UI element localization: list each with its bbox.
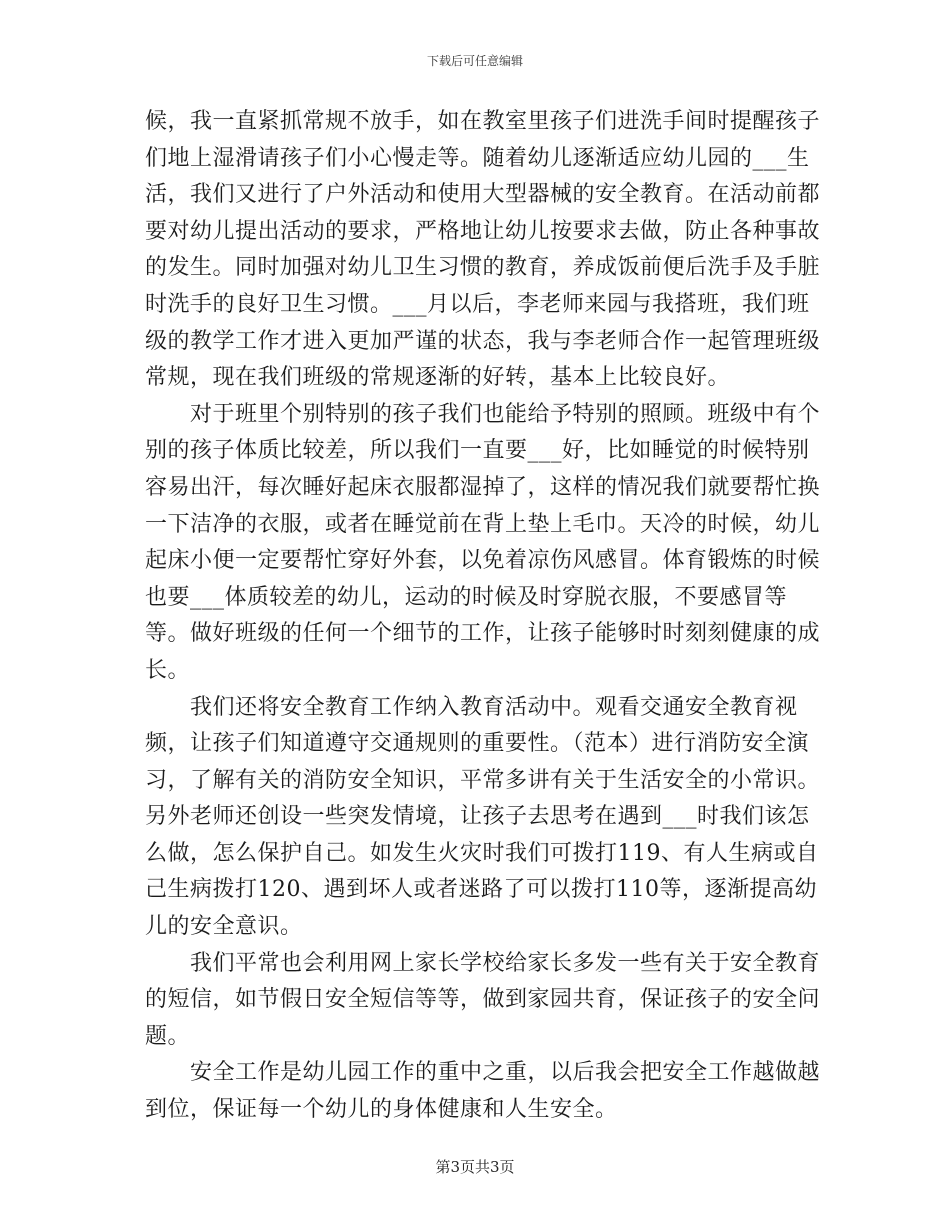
page-header-note: 下载后可任意编辑 xyxy=(426,54,523,68)
paragraph-4: 我们平常也会利用网上家长学校给家长多发一些有关于安全教育的短信，如节假日安全短信等等，做到家园共育，保证孩子的安全问题。 xyxy=(145,950,821,1049)
paragraph-1: 候，我一直紧抓常规不放手，如在教室里孩子们进洗手间时提醒孩子们地上湿滑请孩子们小心慢走等。随着幼儿逐渐适应幼儿园的___生活，我们又进行了户外活动和使用大型器械的安全教育。在活动前都要对幼儿提出活动的要求，严格地让幼儿按要求去做，防止各种事故的发生。同时加强对幼儿卫生习惯的教育，养成饭前便后洗手及手脏时洗手的良好卫生习惯。___月以后，李老师来园与我搭班，我们班级的教学工作才进入更加严谨的状态，我与李老师合作一起管理班级常规，现在我们班级的常规逐渐的好转，基本上比较良好。 xyxy=(145,109,821,391)
paragraph-2: 对于班里个别特别的孩子我们也能给予特别的照顾。班级中有个别的孩子体质比较差，所以我们一直要___好，比如睡觉的时候特别容易出汗，每次睡好起床衣服都湿掉了，这样的情况我们就要帮忙换一下洁净的衣服，或者在睡觉前在背上垫上毛巾。天冷的时候，幼儿起床小便一定要帮忙穿好外套，以免着凉伤风感冒。体育锻炼的时候也要___体质较差的幼儿，运动的时候及时穿脱衣服，不要感冒等等。做好班级的任何一个细节的工作，让孩子能够时时刻刻健康的成长。 xyxy=(145,401,821,683)
page-number: 第3页共3页 xyxy=(435,1158,515,1176)
paragraph-5: 安全工作是幼儿园工作的重中之重，以后我会把安全工作越做越到位，保证每一个幼儿的身体健康和人生安全。 xyxy=(145,1060,821,1123)
paragraph-3: 我们还将安全教育工作纳入教育活动中。观看交通安全教育视频，让孩子们知道遵守交通规则的重要性。（范本）进行消防安全演习，了解有关的消防安全知识，平常多讲有关于生活安全的小常识。另外老师还创设一些突发情境，让孩子去思考在遇到___时我们该怎么做，怎么保护自己。如发生火灾时我们可拨打119、有人生病或自己生病拨打120、遇到坏人或者迷路了可以拨打110等，逐渐提高幼儿的安全意识。 xyxy=(145,694,821,940)
document-body xyxy=(145,104,820,1129)
